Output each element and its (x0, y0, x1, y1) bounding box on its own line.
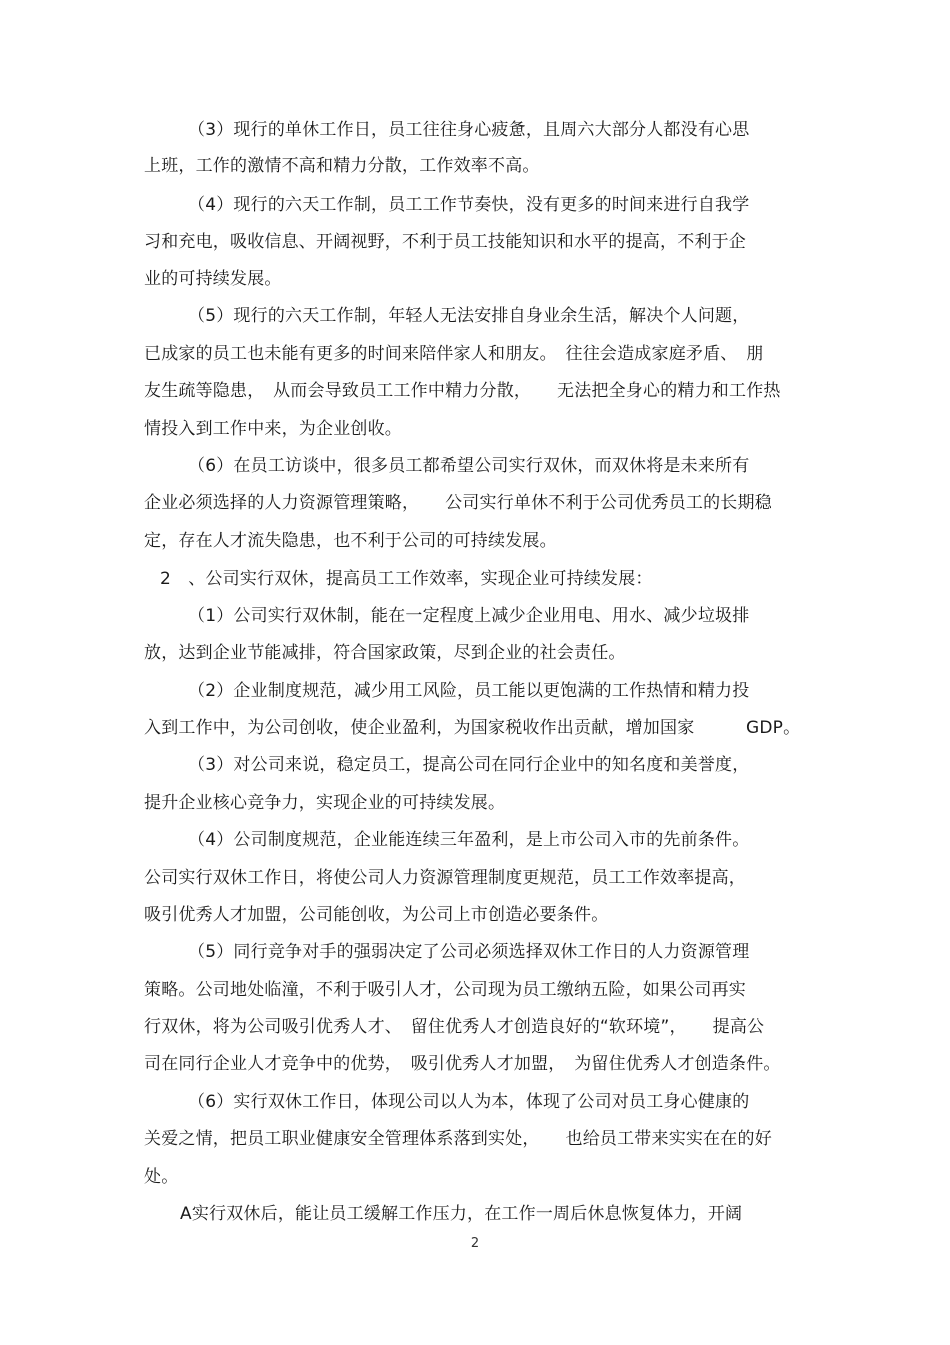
text-line: （3）现行的单休工作日，员工往往身心疲惫，且周六大部分人都没有心思 (188, 120, 750, 140)
text-line: （2）企业制度规范，减少用工风险，员工能以更饱满的工作热情和精力投 (188, 681, 750, 701)
section-heading: 2 、公司实行双休，提高员工工作效率，实现企业可持续发展： (160, 569, 653, 589)
page-number: 2 (470, 1236, 480, 1251)
text-line: （6）在员工访谈中，很多员工都希望公司实行双休，而双休将是未来所有 (188, 456, 750, 476)
text-line: 友生疏等隐患， 从而会导致员工工作中精力分散， 无法把全身心的精力和工作热 (144, 381, 781, 401)
text-line: （1）公司实行双休制，能在一定程度上减少企业用电、用水、减少垃圾排 (188, 606, 750, 626)
text-line: 处。 (144, 1167, 179, 1187)
text-line: 放，达到企业节能减排，符合国家政策，尽到企业的社会责任。 (144, 643, 626, 663)
text-line: 司在同行企业人才竞争中的优势， 吸引优秀人才加盟， 为留住优秀人才创造条件。 (144, 1054, 781, 1074)
text-line: （5）同行竞争对手的强弱决定了公司必须选择双休工作日的人力资源管理 (188, 942, 750, 962)
text-line: 策略。公司地处临潼，不利于吸引人才，公司现为员工缴纳五险，如果公司再实 (144, 980, 746, 1000)
text-line: 关爱之情，把员工职业健康安全管理体系落到实处， 也给员工带来实实在在的好 (144, 1129, 772, 1149)
text-line: 入到工作中，为公司创收，使企业盈利，为国家税收作出贡献，增加国家 GDP。 (144, 718, 801, 738)
text-line: 吸引优秀人才加盟，公司能创收，为公司上市创造必要条件。 (144, 905, 609, 925)
text-line: （4）公司制度规范，企业能连续三年盈利，是上市公司入市的先前条件。 (188, 830, 750, 850)
text-line: （4）现行的六天工作制，员工工作节奏快，没有更多的时间来进行自我学 (188, 195, 750, 215)
text-line: 行双休，将为公司吸引优秀人才、 留住优秀人才创造良好的“软环境”， 提高公 (144, 1017, 765, 1037)
text-line: （6）实行双休工作日，体现公司以人为本，体现了公司对员工身心健康的 (188, 1092, 750, 1112)
text-line: A实行双休后，能让员工缓解工作压力，在工作一周后休息恢复体力，开阔 (180, 1204, 743, 1224)
text-line: 习和充电，吸收信息、开阔视野，不利于员工技能知识和水平的提高，不利于企 (144, 232, 746, 252)
text-line: 企业必须选择的人力资源管理策略， 公司实行单休不利于公司优秀员工的长期稳 (144, 493, 772, 513)
text-line: （3）对公司来说，稳定员工，提高公司在同行企业中的知名度和美誉度， (188, 755, 750, 775)
text-line: 情投入到工作中来，为企业创收。 (144, 419, 402, 439)
text-line: （5）现行的六天工作制，年轻人无法安排自身业余生活，解决个人问题， (188, 306, 750, 326)
text-line: 业的可持续发展。 (144, 269, 282, 289)
text-line: 已成家的员工也未能有更多的时间来陪伴家人和朋友。 往往会造成家庭矛盾、 朋 (144, 344, 764, 364)
text-line: 提升企业核心竞争力，实现企业的可持续发展。 (144, 793, 506, 813)
text-line: 公司实行双休工作日，将使公司人力资源管理制度更规范，员工工作效率提高， (144, 868, 746, 888)
text-line: 上班，工作的激情不高和精力分散，工作效率不高。 (144, 156, 540, 176)
text-line: 定，存在人才流失隐患，也不利于公司的可持续发展。 (144, 531, 557, 551)
